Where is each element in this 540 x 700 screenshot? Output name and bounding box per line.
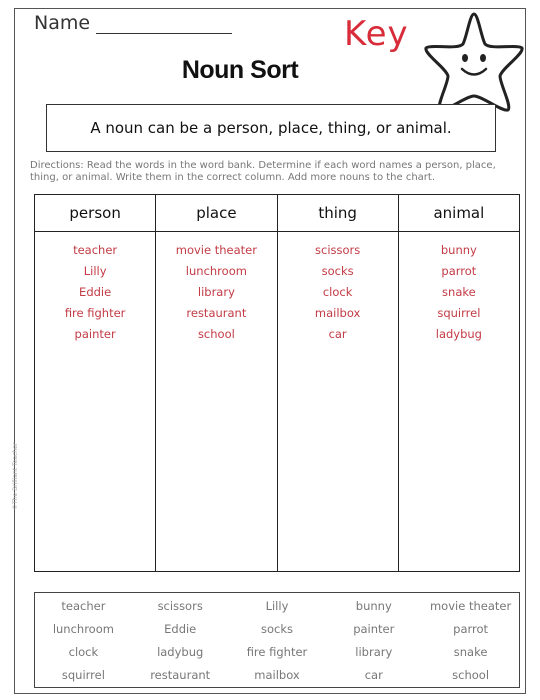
word-bank-word: socks (260, 622, 293, 636)
word-bank-word: parrot (453, 622, 489, 636)
word-bank-word: squirrel (61, 668, 105, 682)
answer-item: car (328, 327, 347, 341)
answer-item: socks (321, 264, 354, 278)
answer-item: library (197, 285, 235, 299)
word-bank-word: clock (68, 645, 99, 659)
word-bank-word: bunny (355, 599, 392, 613)
directions-text: Directions: Read the words in the word bank. Determine if each word names a person, place, thing, or animal. Write them in the correct column. Add more nouns to the chart. (30, 160, 496, 183)
column-heading: animal (399, 195, 519, 232)
word-bank-word: scissors (157, 599, 203, 613)
column-heading: person (35, 195, 155, 232)
word-bank-word: teacher (61, 599, 106, 613)
answer-item: squirrel (437, 306, 481, 320)
smiling-star-icon (418, 6, 530, 116)
column-heading: place (156, 195, 276, 232)
word-bank-word: library (355, 645, 393, 659)
noun-sort-table (34, 194, 520, 572)
answer-item: teacher (73, 243, 118, 257)
answer-item: lunchroom (185, 264, 247, 278)
word-bank-word: fire fighter (246, 645, 308, 659)
column-animal (399, 195, 519, 571)
word-bank-word: painter (353, 622, 395, 636)
word-bank-word: movie theater (429, 599, 512, 613)
answer-item: scissors (315, 243, 361, 257)
answer-item: mailbox (314, 306, 361, 320)
copyright-text: ©The Brilliant Teacher (12, 442, 19, 510)
key-label: Key (344, 14, 409, 54)
answer-item: school (197, 327, 235, 341)
word-bank-word: ladybug (157, 645, 204, 659)
answer-item: clock (322, 285, 353, 299)
answer-item: parrot (441, 264, 477, 278)
answer-item: bunny (440, 243, 477, 257)
definition-box (46, 104, 496, 152)
answer-item: Lilly (83, 264, 107, 278)
column-place (156, 195, 277, 571)
answer-item: snake (442, 285, 476, 299)
answer-item: painter (74, 327, 116, 341)
page-title: Noun Sort (181, 56, 299, 84)
word-bank-word: restaurant (150, 668, 211, 682)
answer-item: Eddie (79, 285, 112, 299)
word-bank-word: Eddie (164, 622, 197, 636)
word-bank-word: lunchroom (52, 622, 114, 636)
word-bank (34, 592, 520, 688)
answer-item: restaurant (186, 306, 247, 320)
name-line (96, 33, 232, 34)
word-bank-word: mailbox (254, 668, 300, 682)
answer-item: ladybug (435, 327, 482, 341)
word-bank-word: snake (453, 645, 488, 659)
column-heading: thing (278, 195, 398, 232)
answer-item: fire fighter (64, 306, 126, 320)
name-label: Name (34, 12, 91, 34)
word-bank-word: Lilly (265, 599, 289, 613)
definition-text: A noun can be a person, place, thing, or animal. (90, 119, 452, 137)
column-person (35, 195, 156, 571)
answer-item: movie theater (175, 243, 257, 257)
word-bank-word: car (364, 668, 383, 682)
column-thing (278, 195, 399, 571)
word-bank-word: school (452, 668, 490, 682)
